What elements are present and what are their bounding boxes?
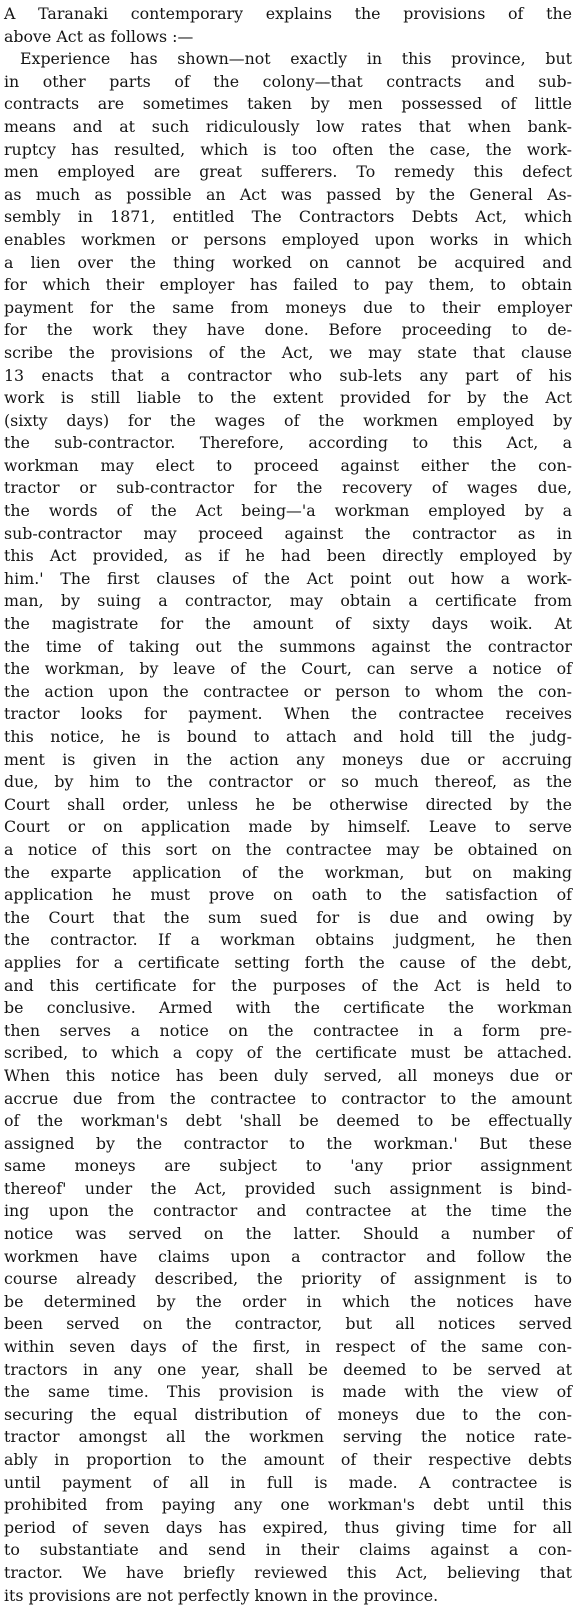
article-line: due, by him to the contractor or so much thereof, as the (4, 772, 572, 792)
article-line: a notice of this sort on the contractee may be obtained on (4, 839, 572, 859)
article-line: payment for the same from moneys due to their employer (4, 297, 572, 317)
article-line: means and at such ridiculously low rates that when bank- (4, 116, 572, 136)
article-line: Experience has shown—not exactly in this province, but (20, 49, 572, 69)
article-line: tractor or sub-contractor for the recovery of wages due, (4, 478, 572, 498)
article-line: Court or on application made by himself. Leave to serve (4, 817, 572, 837)
article-line: the contractor. If a workman obtains judgment, he then (4, 930, 572, 950)
article-line: accrue due from the contractee to contractor to the amount (4, 1088, 572, 1108)
article-line: enables workmen or persons employed upon works in which (4, 229, 572, 249)
article-line: work is still liable to the extent provided for by the Act (4, 388, 572, 408)
article-line: tractor looks for payment. When the contractee receives (4, 704, 572, 724)
article-line: the action upon the contractee or person to whom the con- (4, 681, 572, 701)
article-line: men employed are great sufferers. To remedy this defect (4, 162, 572, 182)
article-line: application he must prove on oath to the satisfaction of (4, 885, 572, 905)
article-line: ment is given in the action any moneys due or accruing (4, 749, 572, 769)
article-line: the exparte application of the workman, but on making (4, 862, 572, 882)
article-line: ing upon the contractor and contractee at the time the (4, 1201, 572, 1221)
article-line: in other parts of the colony—that contracts and sub- (4, 71, 572, 91)
article-line: workman may elect to proceed against either the con- (4, 455, 572, 475)
article-line: the workman, by leave of the Court, can serve a notice of (4, 659, 572, 679)
article-line: be determined by the order in which the notices have (4, 1291, 572, 1311)
article-line: the same time. This provision is made with the view of (4, 1382, 572, 1402)
article-line: notice was served on the latter. Should a number of (4, 1224, 572, 1244)
article-line: tractor. We have briefly reviewed this Act, believing that (4, 1562, 572, 1582)
article-line: this notice, he is bound to attach and hold till the judg- (4, 727, 572, 746)
article-line: sub-contractor may proceed against the contractor as in (4, 523, 572, 543)
article-line: sembly in 1871, entitled The Contractors Debts Act, which (4, 207, 572, 227)
article-line: the magistrate for the amount of sixty days woik. At (4, 614, 572, 634)
article-line: contracts are sometimes taken by men possessed of little (4, 94, 572, 114)
article-line: securing the equal distribution of moneys due to the con- (4, 1404, 572, 1424)
article-line: a lien over the thing worked on cannot be acquired and (4, 252, 572, 272)
article-line: him.' The first clauses of the Act point out how a work- (4, 568, 572, 588)
article-line: been served on the contractor, but all notices served (4, 1314, 572, 1334)
article-line: then serves a notice on the contractee in a form pre- (4, 1020, 572, 1040)
article-line: and this certificate for the purposes of the Act is held to (4, 975, 572, 995)
article-line: same moneys are subject to 'any prior assignment (4, 1156, 572, 1176)
article-line: the Court that the sum sued for is due and owing by (4, 907, 572, 927)
article-line: the words of the Act being—'a workman employed by a (4, 501, 572, 521)
article-line: scribe the provisions of the Act, we may state that clause (4, 342, 572, 362)
article-line: within seven days of the first, in respect of the same con- (4, 1337, 572, 1357)
article-line: man, by suing a contractor, may obtain a certificate from (4, 591, 572, 611)
article-line: ably in proportion to the amount of their respective debts (4, 1450, 572, 1469)
intro-line: A Taranaki contemporary explains the provisions of the (4, 4, 572, 23)
article-line: prohibited from paying any one workman's debt until this (4, 1495, 572, 1515)
article-line: 13 enacts that a contractor who sub-lets any part of his (4, 365, 572, 385)
article-line: period of seven days has expired, thus giving time for all (4, 1517, 572, 1537)
article-line: as much as possible an Act was passed by the General As- (4, 184, 572, 204)
article-line: assigned by the contractor to the workman.' But these (4, 1133, 572, 1153)
article-line: of the workman's debt 'shall be deemed to be effectually (4, 1111, 572, 1131)
article-line: applies for a certificate setting forth the cause of the debt, (4, 952, 572, 972)
article-line: workmen have claims upon a contractor and follow the (4, 1246, 572, 1266)
article-line: Court shall order, unless he be otherwise directed by the (4, 794, 572, 814)
article-line: the time of taking out the summons against the contractor (4, 636, 572, 656)
article-line: course already described, the priority of assignment is to (4, 1269, 572, 1289)
article-line: to substantiate and send in their claims against a con- (4, 1540, 572, 1560)
article-line: ruptcy has resulted, which is too often the case, the work- (4, 139, 572, 159)
article-line: scribed, to which a copy of the certificate must be attached. (4, 1043, 572, 1063)
article-line: its provisions are not perfectly known in the province. (4, 1585, 439, 1605)
article-line: When this notice has been duly served, all moneys due or (4, 1065, 572, 1085)
article-line: thereof' under the Act, provided such assignment is bind- (4, 1178, 572, 1198)
article-paragraph (4, 48, 572, 1607)
intro-paragraph (4, 3, 572, 48)
article-line: be conclusive. Armed with the certificate the workman (4, 998, 572, 1018)
article-line: tractors in any one year, shall be deemed to be served at (4, 1359, 572, 1379)
article-line: this Act provided, as if he had been directly employed by (4, 546, 572, 566)
article-line: for the work they have done. Before proceeding to de- (4, 320, 572, 340)
intro-line: above Act as follows :— (4, 26, 194, 46)
article-line: tractor amongst all the workmen serving the notice rate- (4, 1427, 572, 1447)
article-line: until payment of all in full is made. A contractee is (4, 1472, 572, 1492)
article-line: (sixty days) for the wages of the workmen employed by (4, 410, 572, 430)
article-line: for which their employer has failed to pay them, to obtain (4, 275, 572, 295)
article-line: the sub-contractor. Therefore, according to this Act, a (4, 433, 572, 453)
